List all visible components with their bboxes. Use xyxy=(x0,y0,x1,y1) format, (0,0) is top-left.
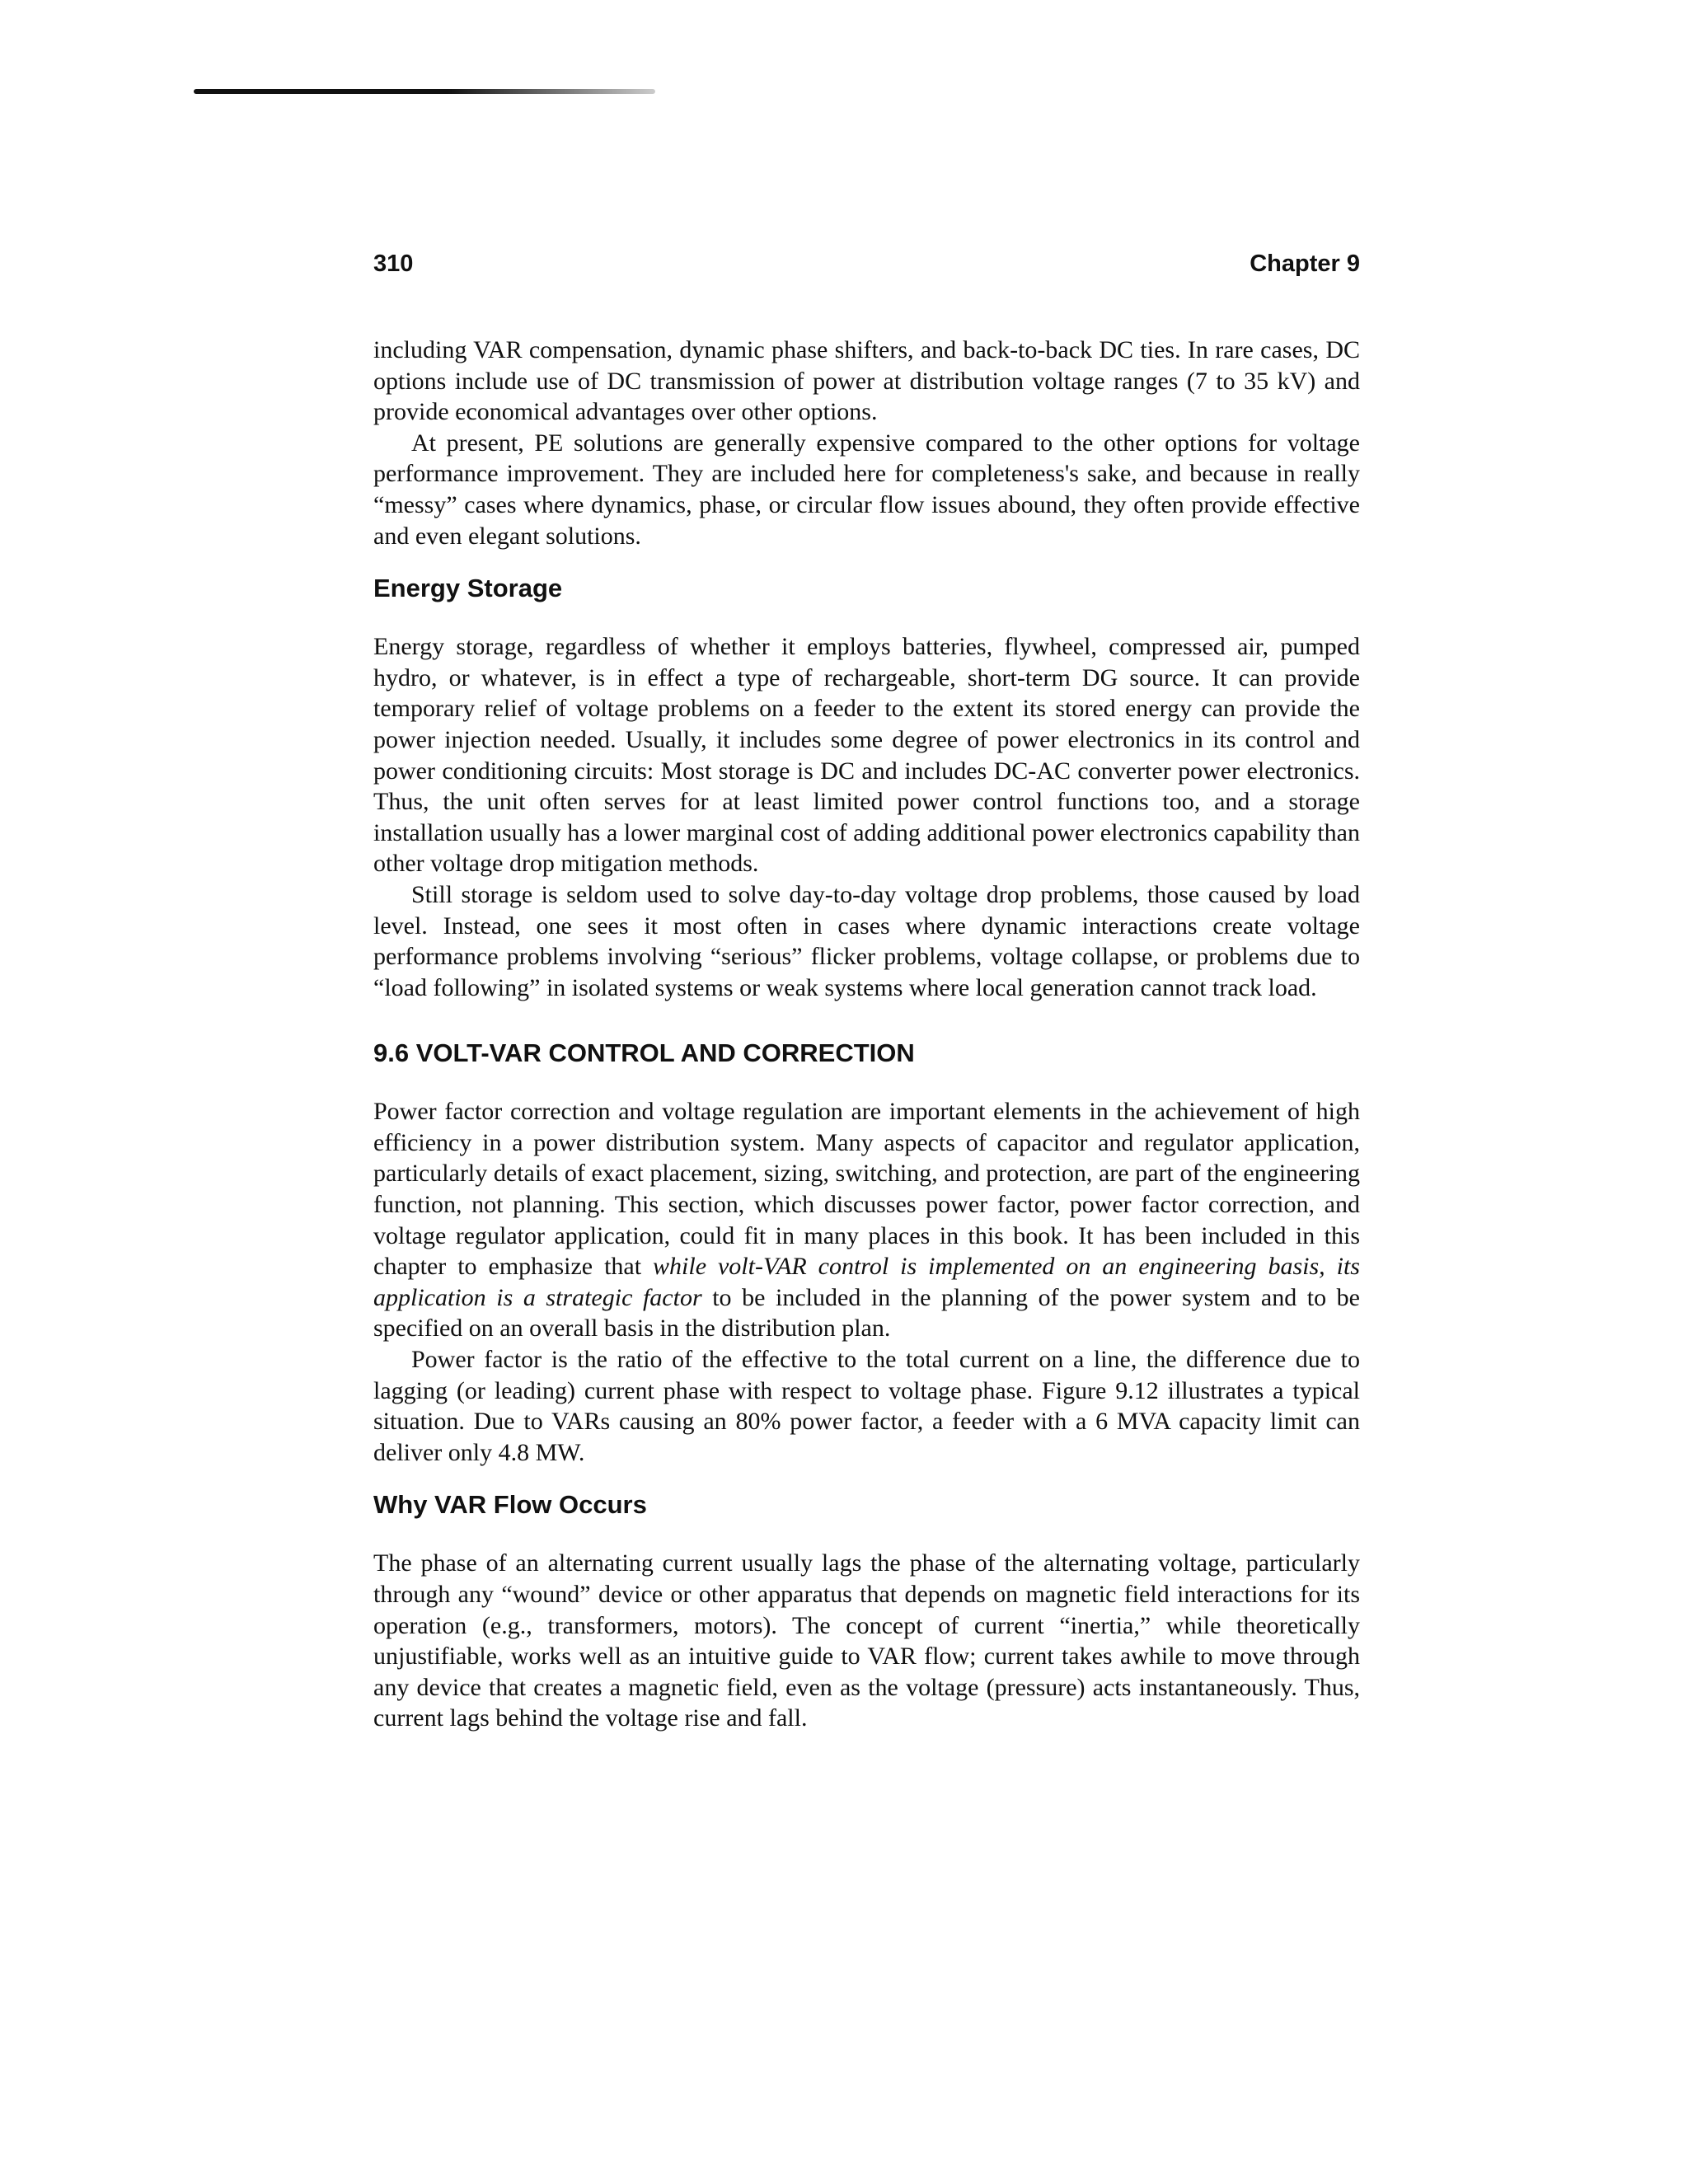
chapter-label: Chapter 9 xyxy=(1250,251,1360,277)
top-rule xyxy=(194,89,655,94)
paragraph-energy-storage: Energy storage, regardless of whether it employs batteries, flywheel, compressed air, pumped hydro, or whatever, is in effect a type of rechargeable, short-term DG source. It can provide temporary relief of voltage problems on a feeder to the extent its stored energy can provide the power injection needed. Usually, it includes some degree of power electronics in its control and power conditioning circuits: Most storage is DC and includes DC-AC converter power electronics. Thus, the unit often serves for at least limited power control functions too, and a storage installation usually has a lower marginal cost of adding additional power electronics capability than other voltage drop mitigation methods. xyxy=(373,633,1360,878)
why-var-flow-heading: Why VAR Flow Occurs xyxy=(373,1490,647,1520)
paragraph-continuation: including VAR compensation, dynamic phase shifters, and back-to-back DC ties. In rare cases, DC options include use of DC transmission of power at distribution voltage ranges (7 to 35 kV) and provide economical advantages over other options. xyxy=(373,336,1360,426)
page-body xyxy=(373,335,1360,1734)
paragraph-volt-var xyxy=(373,1096,1360,1344)
paragraph-var-flow: The phase of an alternating current usually lags the phase of the alternating voltage, particularly through any “wound” device or other apparatus that depends on magnetic field interactions for its operation (e.g., transformers, motors). The concept of current “inertia,” while theoretically unjustifiable, works well as an intuitive guide to VAR flow; current takes awhile to move through any device that creates a magnetic field, even as the voltage (pressure) acts instantaneously. Thus, current lags behind the voltage rise and fall. xyxy=(373,1549,1360,1732)
section-heading: 9.6 VOLT-VAR CONTROL AND CORRECTION xyxy=(373,1038,915,1068)
paragraph-power-factor: Power factor is the ratio of the effective to the total current on a line, the difference due to lagging (or leading) current phase with respect to voltage phase. Figure 9.12 illustrates a typical situation. Due to VARs causing an 80% power factor, a feeder with a 6 MVA capacity limit can deliver only 4.8 MW. xyxy=(373,1346,1360,1466)
volt-var-text-1: Power factor correction and voltage regulation are important elements in the achievement of high efficiency in a power distribution system. Many aspects of capacitor and regulator application, particularly details of exact placement, sizing, switching, and protection, are part of the engineering function, not planning. This section, which discusses power factor, power factor correction, and voltage regulator application, could fit in many places in this book. It has been included in this chapter to emphasize that xyxy=(373,1098,1360,1281)
page-number: 310 xyxy=(373,251,414,277)
energy-storage-heading: Energy Storage xyxy=(373,574,563,603)
volt-var-emphasis: while volt-VAR control is implemented on an engineering basis, its application is a strategic factor xyxy=(373,1253,1360,1311)
paragraph-pe-solutions: At present, PE solutions are generally expensive compared to the other options for voltage performance improvement. They are included here for completeness's sake, and because in really “messy” cases where dynamics, phase, or circular flow issues abound, they often provide effective and even elegant solutions. xyxy=(373,429,1360,550)
paragraph-storage-usage: Still storage is seldom used to solve day-to-day voltage drop problems, those caused by load level. Instead, one sees it most often in cases where dynamic interactions create voltage performance problems involving “serious” flicker problems, voltage collapse, or problems due to “load following” in isolated systems or weak systems where local generation cannot track load. xyxy=(373,880,1360,1001)
running-head xyxy=(373,251,1360,278)
volt-var-text-2: to be included in the planning of the power system and to be specified on an overall basis in the distribution plan. xyxy=(373,1283,1361,1343)
